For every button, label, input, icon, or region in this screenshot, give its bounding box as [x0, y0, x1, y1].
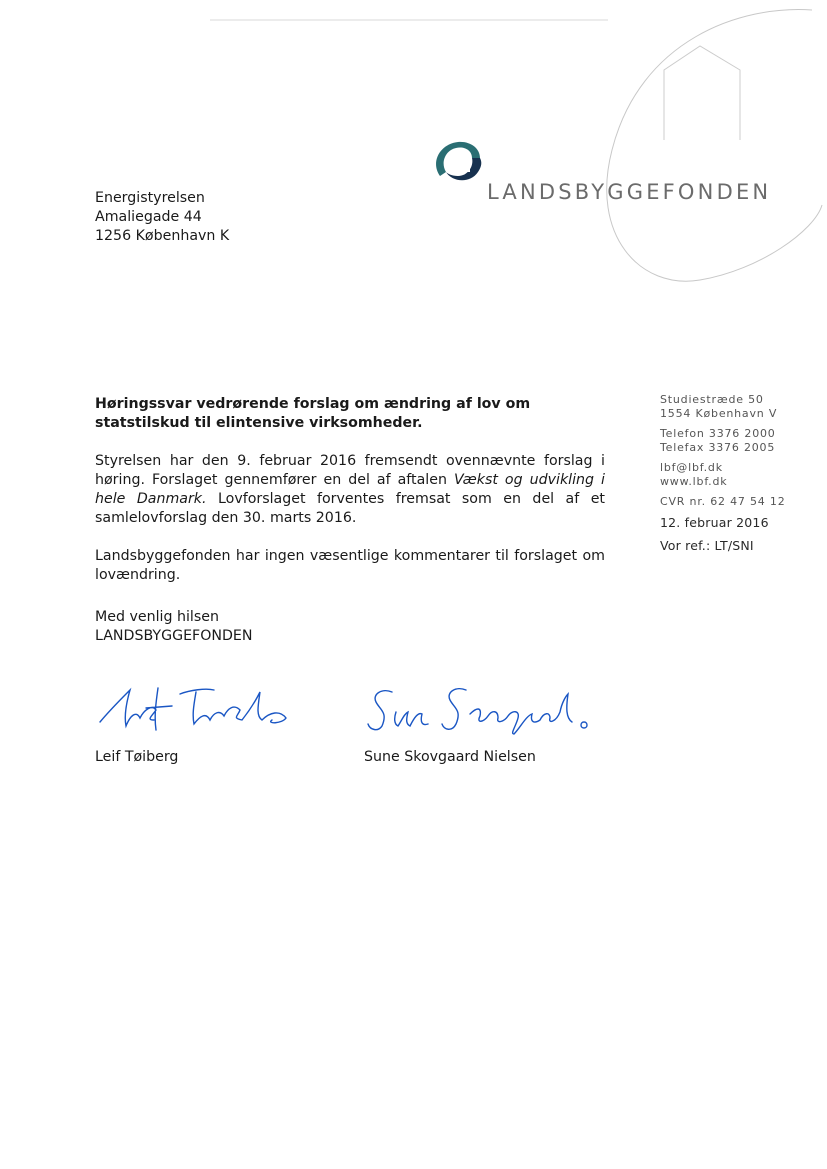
signature-leif-toiberg	[96, 680, 301, 740]
sender-email: lbf@lbf.dk	[660, 461, 723, 474]
sender-city: 1554 København V	[660, 406, 778, 420]
letter-body	[95, 395, 605, 604]
letterhead-arc	[607, 10, 822, 282]
sender-fax: Telefax 3376 2005	[660, 440, 776, 454]
recipient-name: Energistyrelsen	[95, 190, 205, 206]
signatory-left-name: Leif Tøiberg	[95, 749, 179, 765]
brand-name: LANDSBYGGEFONDEN	[487, 180, 772, 204]
recipient-street: Amaliegade 44	[95, 209, 202, 225]
paragraph-2: Landsbyggefonden har ingen væsentlige kommentarer til forslaget om lovændring.	[95, 548, 605, 583]
paragraph-1	[95, 452, 605, 528]
sender-phone: Telefon 3376 2000	[660, 427, 776, 440]
signature-sune-skovgaard-nielsen	[362, 682, 594, 740]
closing	[95, 608, 253, 646]
paragraph-1-text-b: Lovforslaget forventes fremsat som en del af et samlelovforslag den 30. marts 2016.	[95, 491, 605, 526]
sender-street: Studiestræde 50	[660, 393, 764, 406]
closing-org: LANDSBYGGEFONDEN	[95, 628, 253, 644]
house-outline	[664, 46, 740, 140]
recipient-address	[95, 189, 229, 246]
signatory-right-name: Sune Skovgaard Nielsen	[364, 749, 536, 765]
sender-info	[660, 393, 786, 553]
subject-line: Høringssvar vedrørende forslag om ændring af lov om statstilskud til elintensive virksomheder.	[95, 396, 531, 431]
recipient-city: 1256 København K	[95, 228, 230, 244]
sender-cvr: CVR nr. 62 47 54 12	[660, 495, 786, 508]
greeting: Med venlig hilsen	[95, 609, 219, 625]
landsbyggefonden-logo-icon	[432, 138, 484, 188]
reference: Vor ref.: LT/SNI	[660, 538, 754, 553]
letter-date: 12. februar 2016	[660, 514, 769, 530]
paragraph-1-text-a: Styrelsen har den 9. februar 2016 fremsendt ovennævnte forslag i høring. Forslaget gennemfører en del af aftalen	[95, 453, 605, 488]
sender-web: www.lbf.dk	[660, 474, 728, 488]
agreement-title: Vækst og udvikling i hele Danmark.	[95, 472, 605, 507]
